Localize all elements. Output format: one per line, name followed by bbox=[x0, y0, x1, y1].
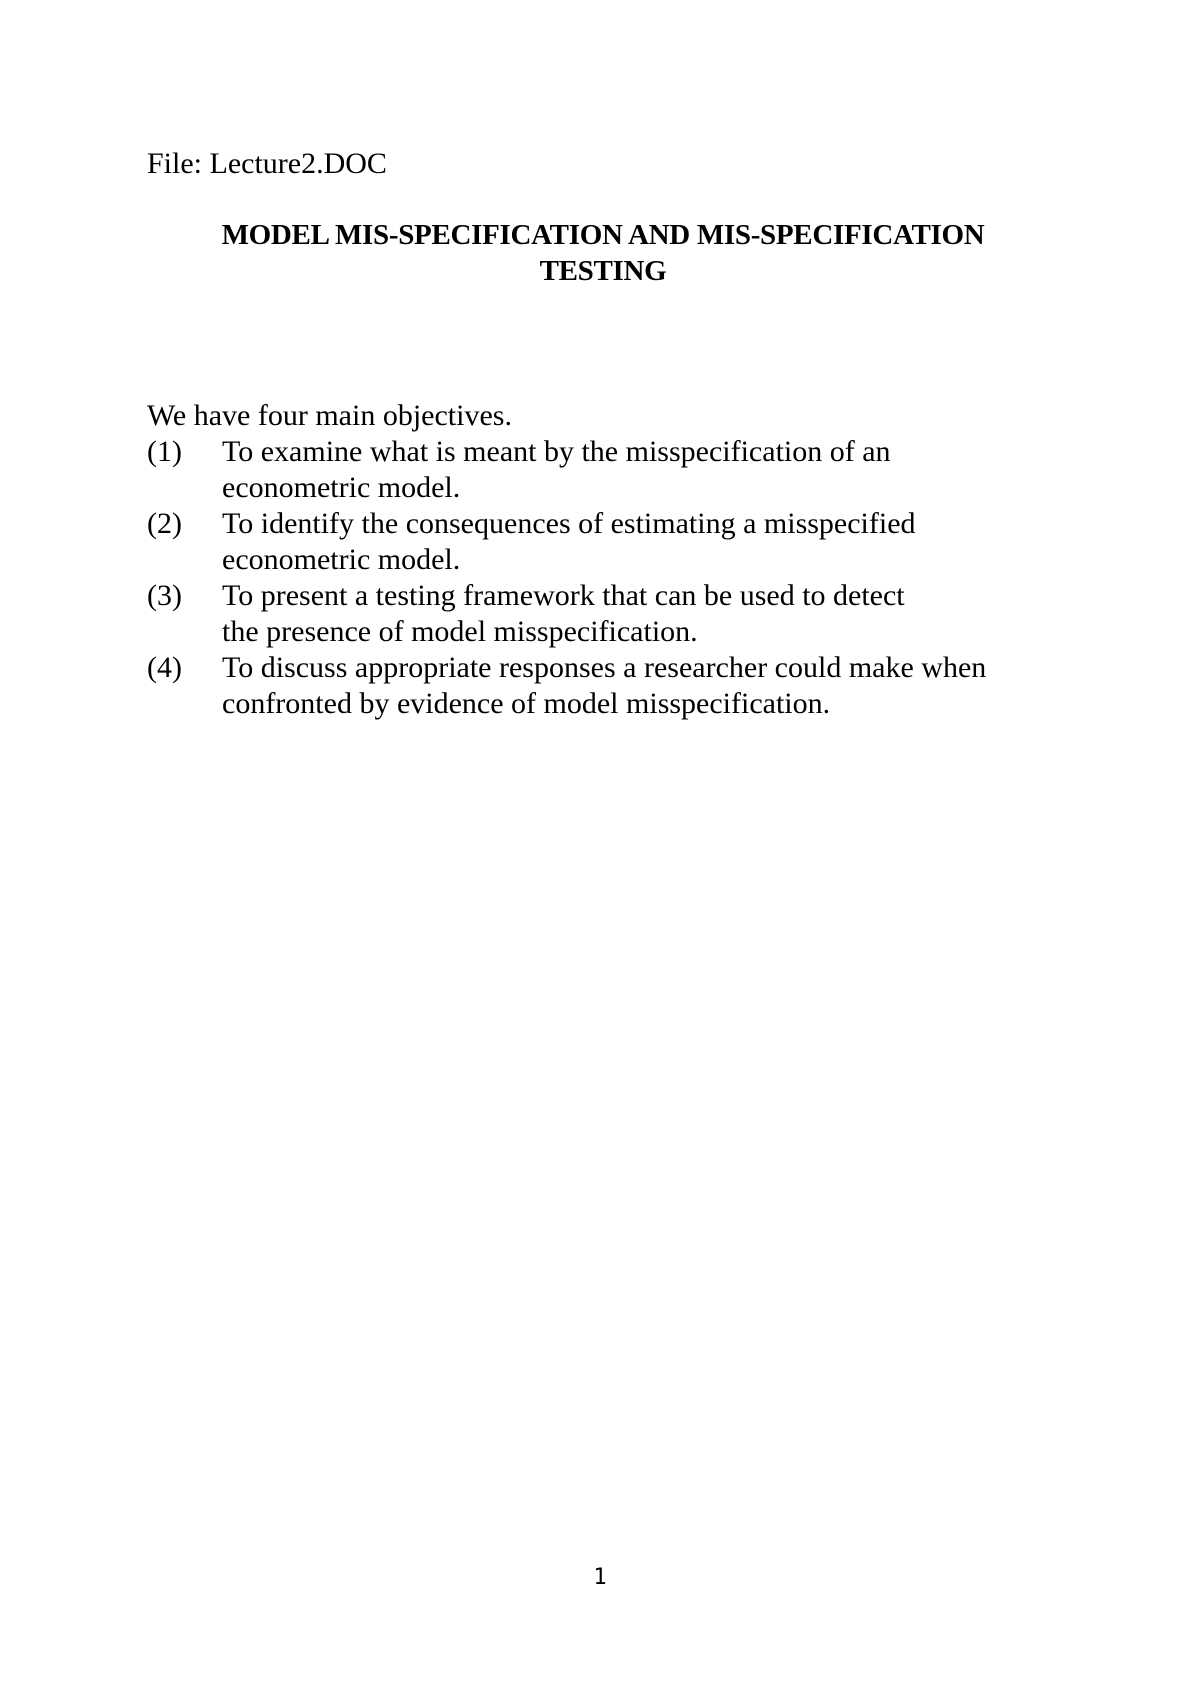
objective-item-1 bbox=[147, 434, 986, 506]
objective-item-4 bbox=[147, 650, 986, 722]
objective-text-line: econometric model. bbox=[222, 543, 461, 576]
page-number: 1 bbox=[593, 1565, 607, 1590]
objective-number: (3) bbox=[147, 579, 182, 612]
objective-text-line: To present a testing framework that can be used to detect bbox=[222, 579, 905, 612]
document-title-line-1: MODEL MIS-SPECIFICATION AND MIS-SPECIFICATION bbox=[221, 219, 985, 251]
objective-text-line: To discuss appropriate responses a researcher could make when bbox=[222, 651, 987, 684]
file-name-line: File: Lecture2.DOC bbox=[147, 147, 387, 180]
document-title bbox=[150, 217, 1056, 289]
objective-text-line: the presence of model misspecification. bbox=[222, 615, 698, 648]
objective-text-line: To identify the consequences of estimating a misspecified bbox=[222, 507, 916, 540]
objective-text-line: confronted by evidence of model misspecification. bbox=[222, 687, 831, 720]
objective-item-2 bbox=[147, 506, 986, 578]
objective-number: (4) bbox=[147, 651, 182, 684]
objectives-intro: We have four main objectives. bbox=[147, 399, 512, 432]
objective-item-3 bbox=[147, 578, 986, 650]
objective-number: (2) bbox=[147, 507, 182, 540]
objectives-list bbox=[147, 434, 986, 722]
objective-text-line: To examine what is meant by the misspecification of an bbox=[222, 435, 891, 468]
objective-number: (1) bbox=[147, 435, 182, 468]
objective-text-line: econometric model. bbox=[222, 471, 461, 504]
document-title-line-2: TESTING bbox=[539, 255, 667, 287]
